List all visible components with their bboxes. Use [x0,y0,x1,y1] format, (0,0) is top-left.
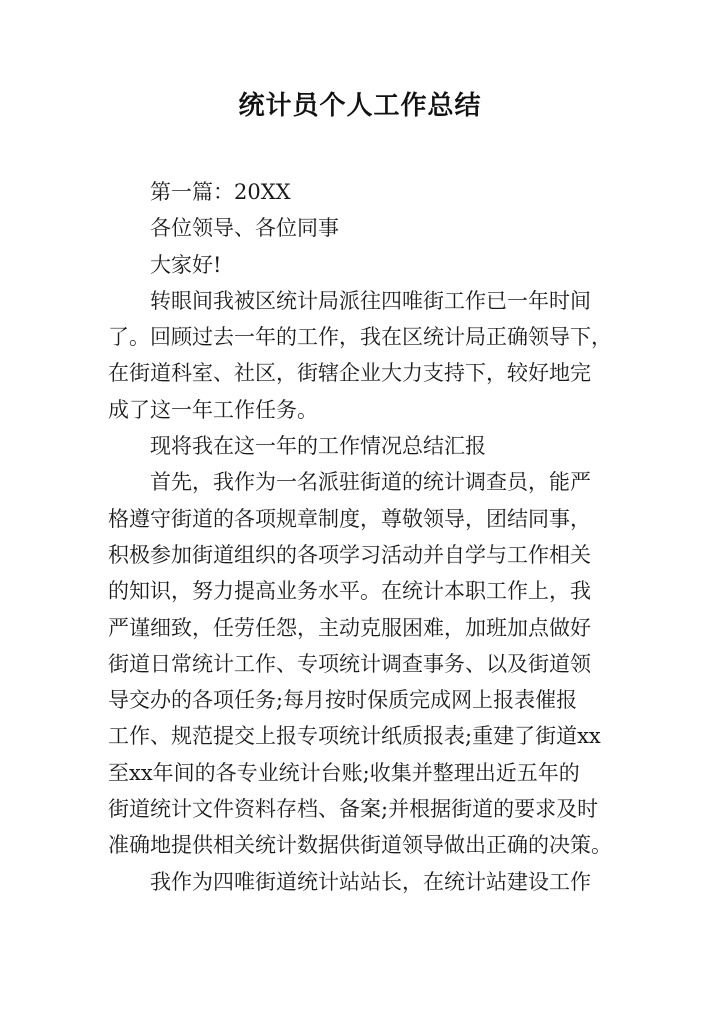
text-line: 转眼间我被区统计局派往四唯街工作已一年时间 [150,288,591,313]
document-body [108,174,624,900]
document-title: 统计员个人工作总结 [238,91,482,121]
text-line: 第一篇：20XX [150,180,291,204]
text-line: 至xx年间的各专业统计台账;收集并整理出近五年的 [108,760,580,785]
text-line: 工作、规范提交上报专项统计纸质报表;重建了街道xx [108,724,601,749]
text-line: 导交办的各项任务;每月按时保质完成网上报表催报 [108,688,578,713]
text-line: 了。回顾过去一年的工作，我在区统计局正确领导下， [108,325,612,350]
text-line: 格遵守街道的各项规章制度，尊敬领导，团结同事， [108,506,591,531]
text-line: 的知识，努力提高业务水平。在统计本职工作上，我 [108,579,591,604]
text-line: 大家好! [150,252,222,277]
text-line: 严谨细致，任劳任怨，主动克服困难，加班加点做好 [108,615,591,640]
text-line: 在街道科室、社区，街辖企业大力支持下，较好地完 [108,361,591,386]
text-line: 街道统计文件资料存档、备案;并根据街道的要求及时 [108,797,599,822]
text-line: 首先，我作为一名派驻街道的统计调查员，能严 [150,470,591,495]
text-line: 准确地提供相关统计数据供街道领导做出正确的决策。 [108,833,612,858]
text-line: 各位领导、各位同事 [150,216,339,241]
text-line: 成了这一年工作任务。 [108,397,318,422]
text-line: 我作为四唯街道统计站站长，在统计站建设工作 [150,869,591,894]
text-line: 街道日常统计工作、专项统计调查事务、以及街道领 [108,651,591,676]
text-line: 积极参加街道组织的各项学习活动并自学与工作相关 [108,542,591,567]
text-line: 现将我在这一年的工作情况总结汇报 [150,434,486,459]
